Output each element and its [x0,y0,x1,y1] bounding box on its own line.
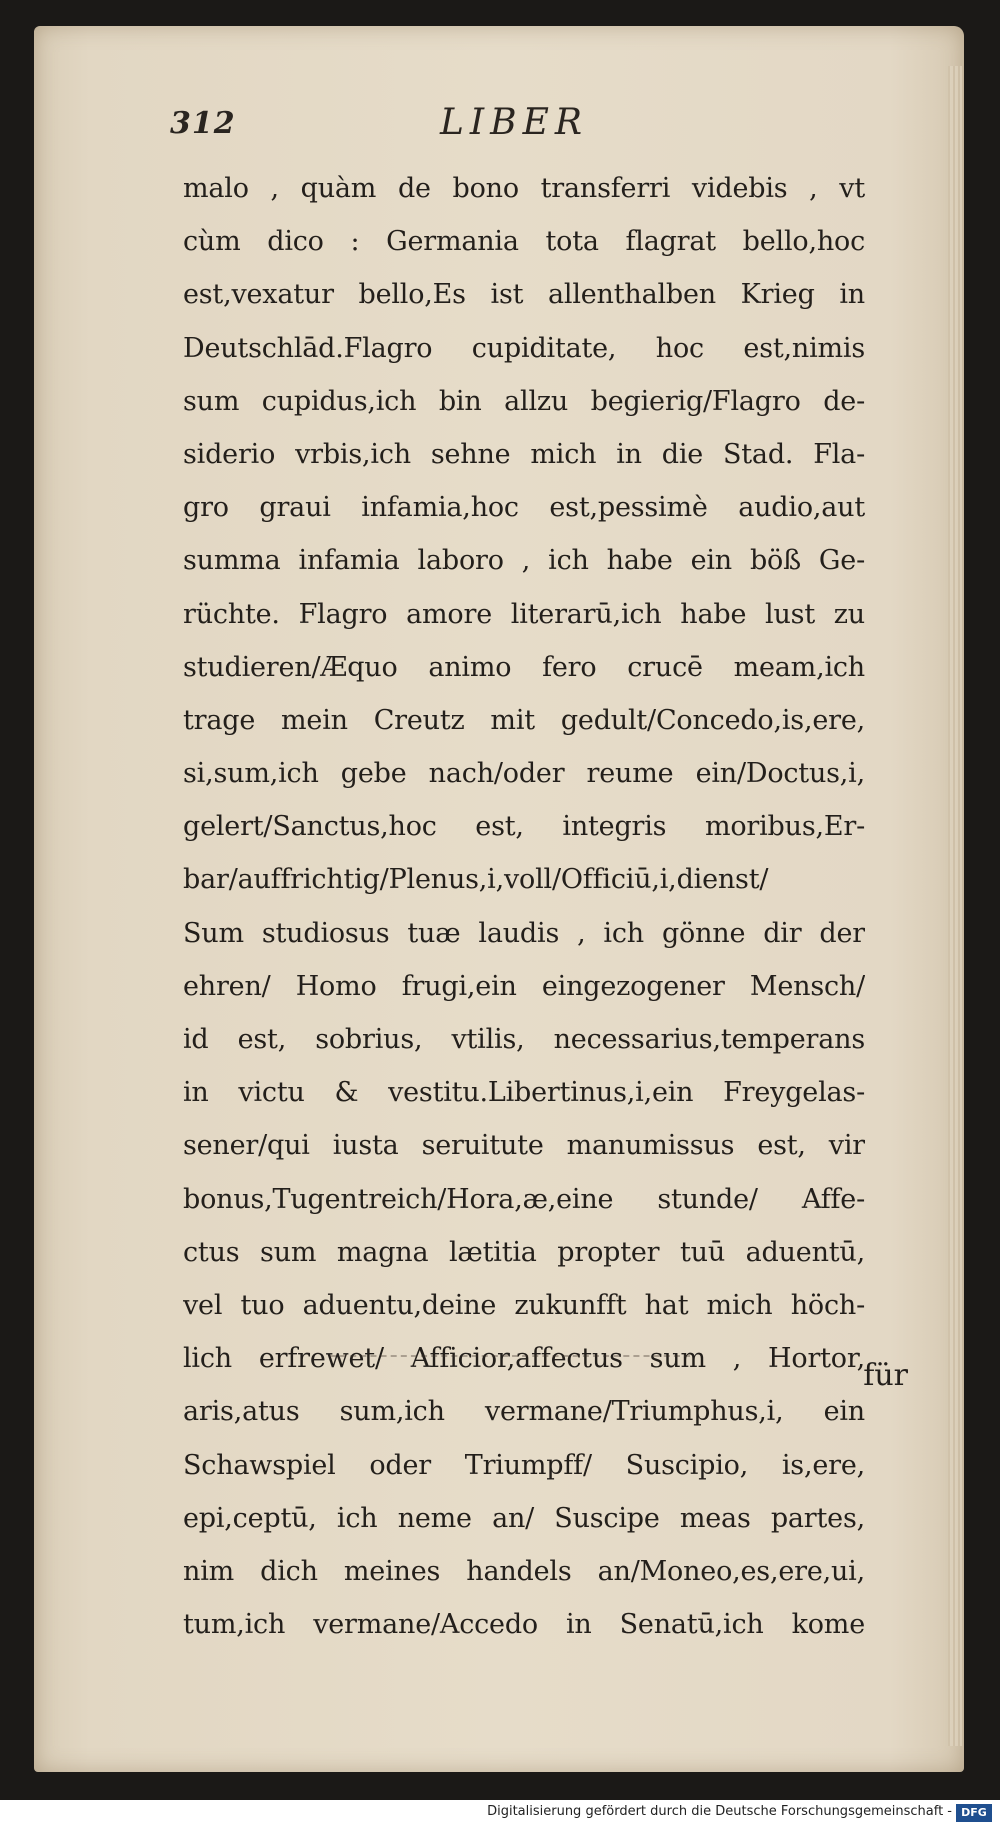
text-line: epi,ceptū, ich neme an/ Suscipe meas partes, [183,1502,865,1534]
text-line: studieren/Æquo animo fero crucē meam,ich [183,651,865,683]
text-line: bonus,Tugentreich/Hora,æ,eine stunde/ Affe- [183,1183,865,1215]
text-line: cùm dico : Germania tota flagrat bello,hoc [183,226,865,258]
page-rule [330,1355,690,1357]
text-line: ctus sum magna lætitia propter tuū aduentū, [183,1236,865,1268]
text-line: id est, sobrius, vtilis, necessarius,temperans [183,1024,865,1055]
text-line: summa infamia laboro , ich habe ein böß Ge- [183,545,865,577]
text-line: vel tuo aduentu,deine zukunfft hat mich höch- [183,1289,865,1321]
running-title: LIBER [440,102,588,143]
text-line: sum cupidus,ich bin allzu begierig/Flagro de- [183,385,865,417]
text-line: est,vexatur bello,Es ist allenthalben Krieg in [183,279,865,311]
text-line: siderio vrbis,ich sehne mich in die Stad. Fla- [183,438,865,470]
text-line: gelert/Sanctus,hoc est, integris moribus,Er- [183,811,865,843]
text-line: nim dich meines handels an/Moneo,es,ere,ui, [183,1555,865,1587]
page-edge [948,66,962,1746]
text-line: Deutschlād.Flagro cupiditate, hoc est,nimis [183,332,865,364]
dfg-logo-icon: DFG [956,1804,992,1822]
funding-credit: Digitalisierung gefördert durch die Deutsche Forschungsgemeinschaft - [487,1804,952,1819]
running-head [170,98,870,158]
text-line: aris,atus sum,ich vermane/Triumphus,i, ein [183,1396,865,1428]
text-line: tum,ich vermane/Accedo in Senatū,ich kome [183,1609,865,1641]
page-number: 312 [170,106,236,141]
text-line: in victu & vestitu.Libertinus,i,ein Freygelas- [183,1077,865,1109]
text-line: Schawspiel oder Triumpff/ Suscipio, is,ere, [183,1449,865,1481]
text-line: trage mein Creutz mit gedult/Concedo,is,ere, [183,704,865,736]
text-line: lich erfrewet/ Afficior,affectus sum , Hortor, [183,1343,865,1375]
text-line: sener/qui iusta seruitute manumissus est, vir [183,1130,865,1162]
text-block [183,162,865,1651]
text-line: malo , quàm de bono transferri videbis , vt [183,173,865,204]
catchword: für [863,1358,908,1393]
text-line: Sum studiosus tuæ laudis , ich gönne dir der [183,917,865,949]
text-line: si,sum,ich gebe nach/oder reume ein/Doctus,i, [183,758,865,790]
text-line: gro graui infamia,hoc est,pessimè audio,aut [183,492,865,524]
footer-bar [0,1800,1000,1827]
text-line: ehren/ Homo frugi,ein eingezogener Mensch/ [183,970,865,1002]
text-line: rüchte. Flagro amore literarū,ich habe lust zu [183,598,865,630]
text-line: bar/auffrichtig/Plenus,i,voll/Officiū,i,dienst/ [183,864,769,896]
